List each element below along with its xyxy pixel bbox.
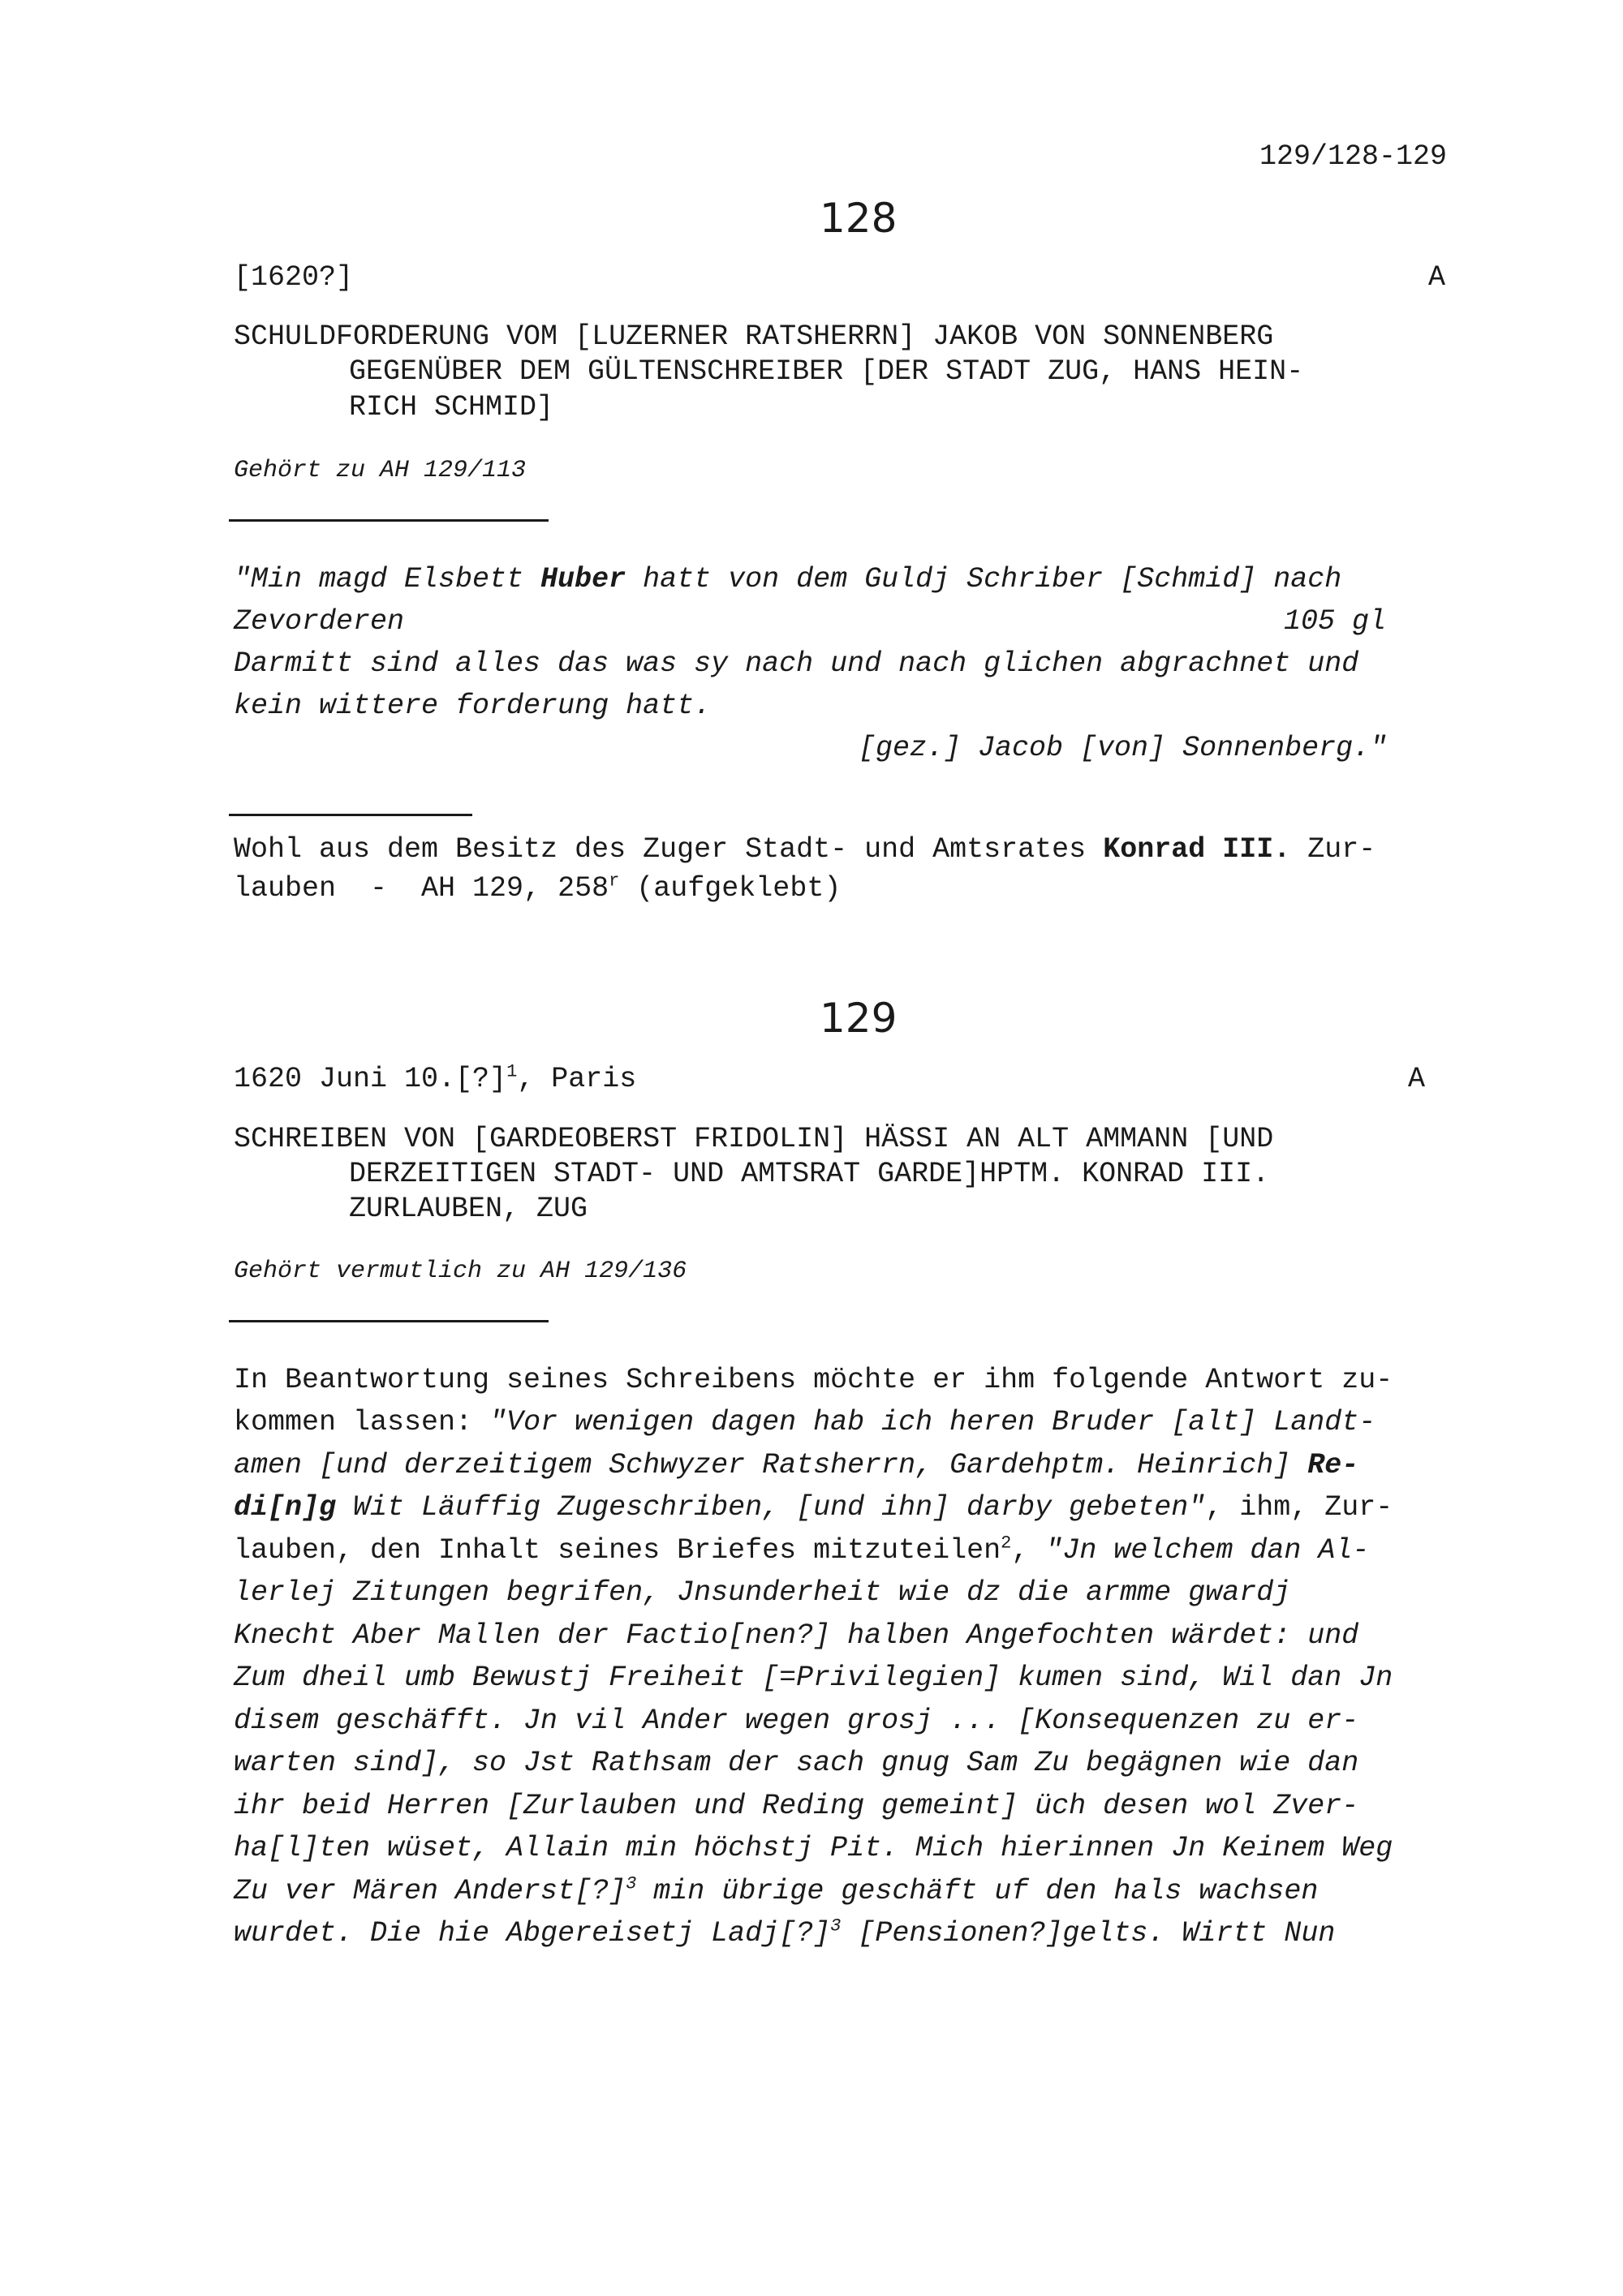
- body-line-12: ha[l]ten wüset, Allain min höchstj Pit. Mich hierinnen Jn Keinem Weg: [234, 1832, 1393, 1864]
- body-line-6: lerlej Zitungen begrifen, Jnsunderheit wie dz die armme gwardj: [234, 1576, 1291, 1609]
- page-reference: 129/128-129: [1259, 140, 1448, 173]
- entry-129-type: A: [1408, 1063, 1426, 1095]
- entry-129-reference-note: Gehört vermutlich zu AH 129/136: [234, 1258, 687, 1285]
- body-line-11: ihr beid Herren [Zurlauben und Reding gemeint] üch desen wol Zver-: [234, 1790, 1359, 1822]
- body-line-4: di[n]g Wit Läuffig Zugeschriben, [und ihn] darby gebeten", ihm, Zur-: [234, 1491, 1393, 1524]
- body-line-9: disem geschäfft. Jn vil Ander wegen grosj ... [Konsequenzen zu er-: [234, 1705, 1359, 1737]
- entry-128-date: [1620?]: [234, 261, 354, 294]
- entry-number-128: 128: [820, 195, 898, 242]
- entry-number-129: 129: [820, 995, 898, 1042]
- entry-129-title-line-2: DERZEITIGEN STADT- UND AMTSRAT GARDE]HPTM. KONRAD III.: [349, 1158, 1270, 1190]
- entry-128-title-line-2: GEGENÜBER DEM GÜLTENSCHREIBER [DER STADT ZUG, HANS HEIN-: [349, 355, 1304, 388]
- entry-128-title-line-1: SCHULDFORDERUNG VOM [LUZERNER RATSHERRN] JAKOB VON SONNENBERG: [234, 320, 1274, 353]
- body-line-13: Zu ver Mären Anderst[?]$^3$ min übrige geschäft uf den hals wachsen: [234, 1873, 1319, 1907]
- entry-129-title-line-3: ZURLAUBEN, ZUG: [349, 1193, 588, 1225]
- entry-128-provenance-divider: [229, 814, 472, 816]
- quote-line-3: Darmitt sind alles das was sy nach und nach glichen abgrachnet und: [234, 647, 1359, 680]
- body-line-1: In Beantwortung seines Schreibens möchte er ihm folgende Antwort zu-: [234, 1364, 1393, 1396]
- quote-signature: [gez.] Jacob [von] Sonnenberg.": [859, 732, 1388, 764]
- entry-128-type: A: [1428, 261, 1446, 294]
- body-line-7: Knecht Aber Mallen der Factio[nen?] halben Angefochten wärdet: und: [234, 1619, 1359, 1652]
- provenance-line-2: lauben - AH 129, 258$^r$ (aufgeklebt): [234, 871, 842, 905]
- body-line-2: kommen lassen: "Vor wenigen dagen hab ich heren Bruder [alt] Landt-: [234, 1406, 1376, 1438]
- quote-amount: 105 gl: [1284, 605, 1387, 638]
- quote-line-1: "Min magd Elsbett Huber hatt von dem Guldj Schriber [Schmid] nach: [234, 563, 1342, 595]
- entry-129-date: 1620 Juni 10.[?]$^1$, Paris: [234, 1061, 637, 1095]
- quote-line-4: kein wittere forderung hatt.: [234, 690, 712, 722]
- provenance-line-1: Wohl aus dem Besitz des Zuger Stadt- und Amtsrates Konrad III. Zur-: [234, 833, 1376, 866]
- entry-128-divider: [229, 519, 549, 522]
- entry-129-title-line-1: SCHREIBEN VON [GARDEOBERST FRIDOLIN] HÄSSI AN ALT AMMANN [UND: [234, 1123, 1274, 1155]
- entry-128-reference-note: Gehört zu AH 129/113: [234, 457, 527, 484]
- entry-128-title-line-3: RICH SCHMID]: [349, 391, 554, 424]
- body-line-3: amen [und derzeitigem Schwyzer Ratsherrn, Gardehptm. Heinrich] Re-: [234, 1449, 1359, 1481]
- body-line-5: lauben, den Inhalt seines Briefes mitzuteilen$^2$, "Jn welchem dan Al-: [234, 1533, 1370, 1567]
- body-line-8: Zum dheil umb Bewustj Freiheit [=Privilegien] kumen sind, Wil dan Jn: [234, 1662, 1393, 1694]
- entry-129-divider: [229, 1320, 549, 1322]
- body-line-14: wurdet. Die hie Abgereisetj Ladj[?]$^3$ [Pensionen?]gelts. Wirtt Nun: [234, 1915, 1336, 1950]
- quote-line-2: Zevorderen: [234, 605, 405, 638]
- body-line-10: warten sind], so Jst Rathsam der sach gnug Sam Zu begägnen wie dan: [234, 1747, 1359, 1779]
